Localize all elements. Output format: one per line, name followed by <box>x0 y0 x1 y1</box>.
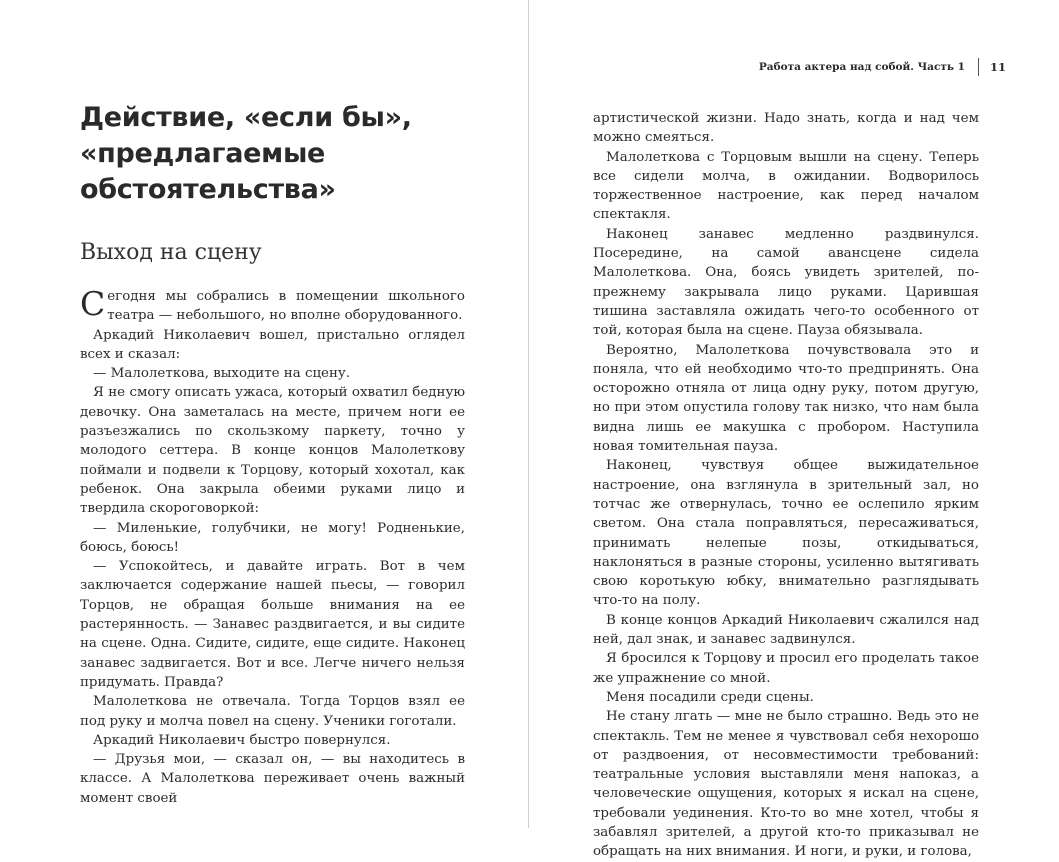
paragraph: Наконец, чувствуя общее выжидательное настроение, она взглянула в зрительный зал, но тотчас же отвернулась, точно ее ослепило ярким светом. Она стала поправляться, пересаживаться, принимать нелепые позы, откидываться, наклоняться в разные стороны, усиленно вытягивать свою коротькую юбку, внимательно разглядывать что-то на полу. <box>593 458 979 609</box>
continuation-paragraph: артистической жизни. Надо знать, когда и над чем можно смеяться. <box>593 111 979 146</box>
first-paragraph <box>80 284 465 326</box>
paragraph: — Успокойтесь, и давайте играть. Вот в чем заключается содержание нашей пьесы, — говорил Торцов, не обращая больше внимания на ее растерянность. — Занавес раздвигается, и вы сидите на сцене. Одна. Сидите, сидите, еще сидите. Наконец занавес задвигается. Вот и все. Легче ничего нельзя придумать. Правда? <box>80 559 465 690</box>
paragraph: Вероятно, Малолеткова почувствовала это и поняла, что ей необходимо что-то предпринять. Она осторожно отняла от лица одну руку, потом другую, но при этом опустила голову так низко, что нам была видна лишь ее макушка с пробором. Наступила новая томительная пауза. <box>593 342 979 455</box>
paragraph: Аркадий Николаевич быстро повернулся. <box>93 732 391 748</box>
paragraph: Меня посадили среди сцены. <box>606 689 814 705</box>
right-page-body <box>593 109 979 862</box>
left-page-body <box>80 284 465 808</box>
page-number: 11 <box>989 60 1006 74</box>
right-page <box>529 0 1059 860</box>
paragraph: Аркадий Николаевич вошел, пристально оглядел всех и сказал: <box>80 327 465 362</box>
paragraph: Наконец занавес медленно раздвинулся. Посередине, на самой авансцене сидела Малолеткова. Она, боясь увидеть зрителей, по-прежнему закрывала лицо руками. Царившая тишина заставляла ожидать чего-то особенного от той, которая была на сцене. Пауза обязывала. <box>593 226 979 339</box>
paragraph: — Друзья мои, — сказал он, — вы находитесь в классе. А Малолеткова переживает очень важный момент своей <box>80 752 465 806</box>
section-subtitle: Выход на сцену <box>80 240 262 265</box>
paragraph: Я бросился к Торцову и просил его проделать такое же упражнение со мной. <box>593 651 979 686</box>
running-head-divider <box>978 58 979 76</box>
paragraph: Малолеткова с Торцовым вышли на сцену. Теперь все сидели молча, в ожидании. Водворилось торжественное настроение, как перед началом спектакля. <box>593 149 979 223</box>
paragraph: Не стану лгать — мне не было страшно. Ведь это не спектакль. Тем не менее я чувствовал себя нехорошо от раздвоения, от несовместимости требований: театральные условия выставляли меня напоказ, а человеческие ощущения, которых я искал на сцене, требовали уединения. Кто-то во мне хотел, чтобы я забавлял зрителей, а другой кто-то приказывал не обращать на них внимания. И ноги, и руки, и голова, <box>593 709 979 860</box>
chapter-title: Действие, «если бы», «предлагаемые обстоятельства» <box>80 102 412 205</box>
paragraph: В конце концов Аркадий Николаевич сжалился над ней, дал знак, и занавес задвинулся. <box>593 612 979 648</box>
left-page <box>0 0 529 828</box>
running-head-title: Работа актера над собой. Часть 1 <box>758 61 965 73</box>
first-paragraph-text: егодня мы собрались в помещении школьного театра — небольшого, но вполне оборудованного. <box>107 289 465 324</box>
drop-cap: С <box>80 284 106 323</box>
paragraph: Я не смогу описать ужаса, который охватил бедную девочку. Она заметалась на месте, причем ноги ее разъезжались по скользкому паркету, точно у молодого сеттера. В конце концов Малолеткову поймали и подвели к Торцову, который хохотал, как ребенок. Она закрыла обеими руками лицо и твердила скороговоркой: <box>80 385 465 517</box>
paragraph: — Малолеткова, выходите на сцену. <box>93 366 351 382</box>
paragraph: Малолеткова не отвечала. Тогда Торцов взял ее под руку и молча повел на сцену. Ученики гоготали. <box>80 694 465 729</box>
running-head <box>759 58 1006 76</box>
paragraph: — Миленькие, голубчики, не могу! Родненькие, боюсь, боюсь! <box>80 520 465 555</box>
